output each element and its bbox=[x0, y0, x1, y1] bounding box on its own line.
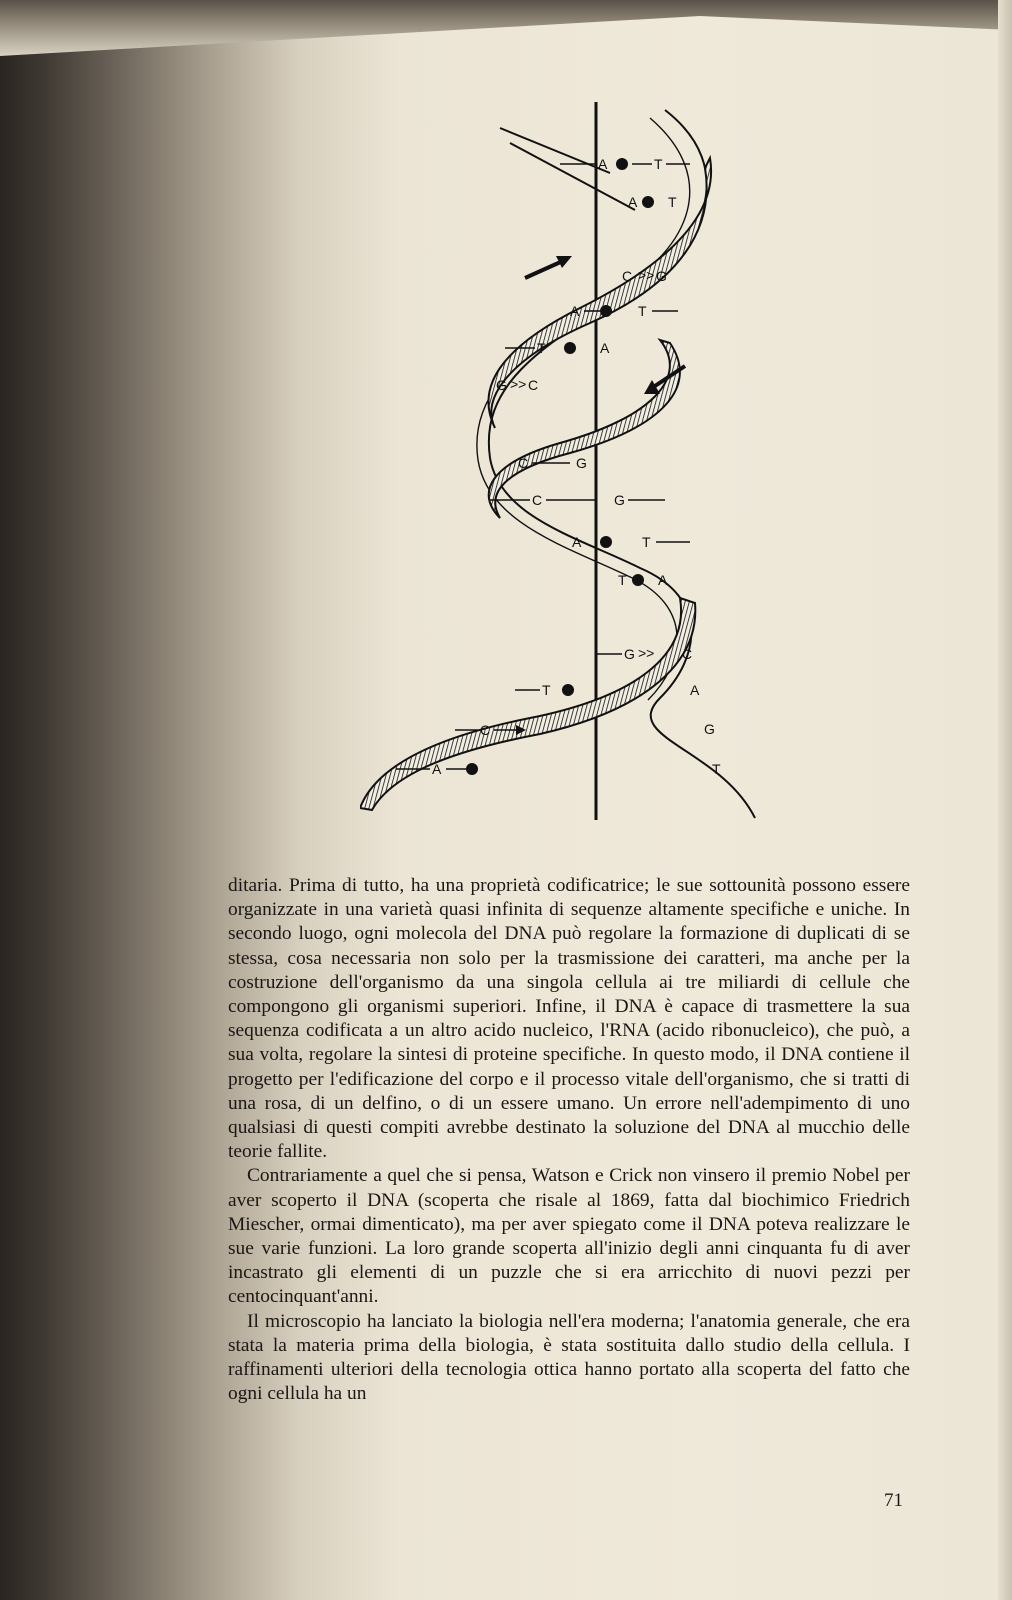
base-label: A bbox=[628, 194, 638, 210]
base-label: G bbox=[496, 377, 507, 393]
base-label: T bbox=[618, 572, 627, 588]
front-strand-ribbon bbox=[360, 598, 695, 810]
base-label: A bbox=[658, 572, 668, 588]
base-label: T bbox=[542, 682, 551, 698]
base-label: A bbox=[600, 340, 610, 356]
base-label: G bbox=[614, 492, 625, 508]
base-label: T bbox=[668, 194, 677, 210]
base-label: C bbox=[682, 646, 693, 662]
base-label: A bbox=[598, 156, 608, 172]
base-label: G bbox=[704, 721, 715, 737]
base-label: T bbox=[654, 156, 663, 172]
base-label: >> bbox=[638, 645, 655, 661]
base-label: A bbox=[572, 534, 582, 550]
base-label: T bbox=[642, 534, 651, 550]
strand-line bbox=[510, 143, 635, 210]
body-text bbox=[228, 874, 910, 1406]
paragraph: Contrariamente a quel che si pensa, Watson e Crick non vinsero il premio Nobel per aver scoperto il DNA (scoperta che risale al 1869, fatta dal biochimico Friedrich Miescher, ormai dimenticato), ma per aver spiegato come il DNA poteva realizzare le sue varie funzioni. La loro grande scoperta all'inizio degli anni cinquanta fu di aver incastrato gli elementi di un puzzle che si era arricchito di nuovi pezzi per centocinquant'anni. bbox=[228, 1165, 910, 1308]
base-label: C bbox=[528, 377, 539, 393]
base-label: G bbox=[576, 455, 587, 471]
arrow-up-right-icon bbox=[525, 256, 572, 278]
paragraph: Il microscopio ha lanciato la biologia nell'era moderna; l'anatomia generale, che era stata la materia prima della biologia, è stata sostituita dallo studio della cellula. I raffinamenti ulteriori della tecnologia ottica hanno portato alla scoperta del fatto che ogni cellula ha un bbox=[228, 1310, 910, 1405]
base-label: A bbox=[690, 682, 700, 698]
page-number: 71 bbox=[884, 1490, 903, 1511]
base-label: T bbox=[638, 303, 647, 319]
base-label: C bbox=[480, 722, 491, 738]
page-right-edge bbox=[998, 0, 1012, 1600]
base-label: >> bbox=[638, 267, 655, 283]
base-label: G bbox=[624, 646, 635, 662]
base-label: C bbox=[622, 268, 633, 284]
dna-double-helix-diagram bbox=[360, 98, 780, 843]
base-label: A bbox=[432, 761, 442, 777]
base-label: T bbox=[537, 340, 546, 356]
base-label: G bbox=[656, 268, 667, 284]
base-label: A bbox=[570, 303, 580, 319]
base-label: C bbox=[532, 492, 543, 508]
base-label: T bbox=[712, 761, 721, 777]
page-top-edge bbox=[0, 0, 1012, 56]
paragraph: ditaria. Prima di tutto, ha una proprietà codificatrice; le sue sottounità possono essere organizzate in una varietà quasi infinita di sequenze altamente specifiche e uniche. In secondo luogo, ogni molecola del DNA può regolare la formazione di duplicati di se stessa, cosa necessaria non solo per la trasmissione dei caratteri, ma anche per la costruzione dell'organismo da una singola cellula ai tre miliardi di cellule che compongono gli organismi superiori. Infine, il DNA è capace di trasmettere la sua sequenza codificata a un altro acido nucleico, l'RNA (acido ribonucleico), che può, a sua volta, regolare la sintesi di proteine specifiche. In questo modo, il DNA contiene il progetto per l'edificazione del corpo e il processo vitale dell'organismo, che si tratti di una rosa, di un delfino, o di un essere umano. Un errore nell'adempimento di uno qualsiasi di questi compiti avrebbe destinato la soluzione del DNA al mucchio delle teorie fallite. bbox=[228, 875, 910, 1163]
base-label: >> bbox=[510, 376, 527, 392]
base-label: C bbox=[518, 455, 529, 471]
